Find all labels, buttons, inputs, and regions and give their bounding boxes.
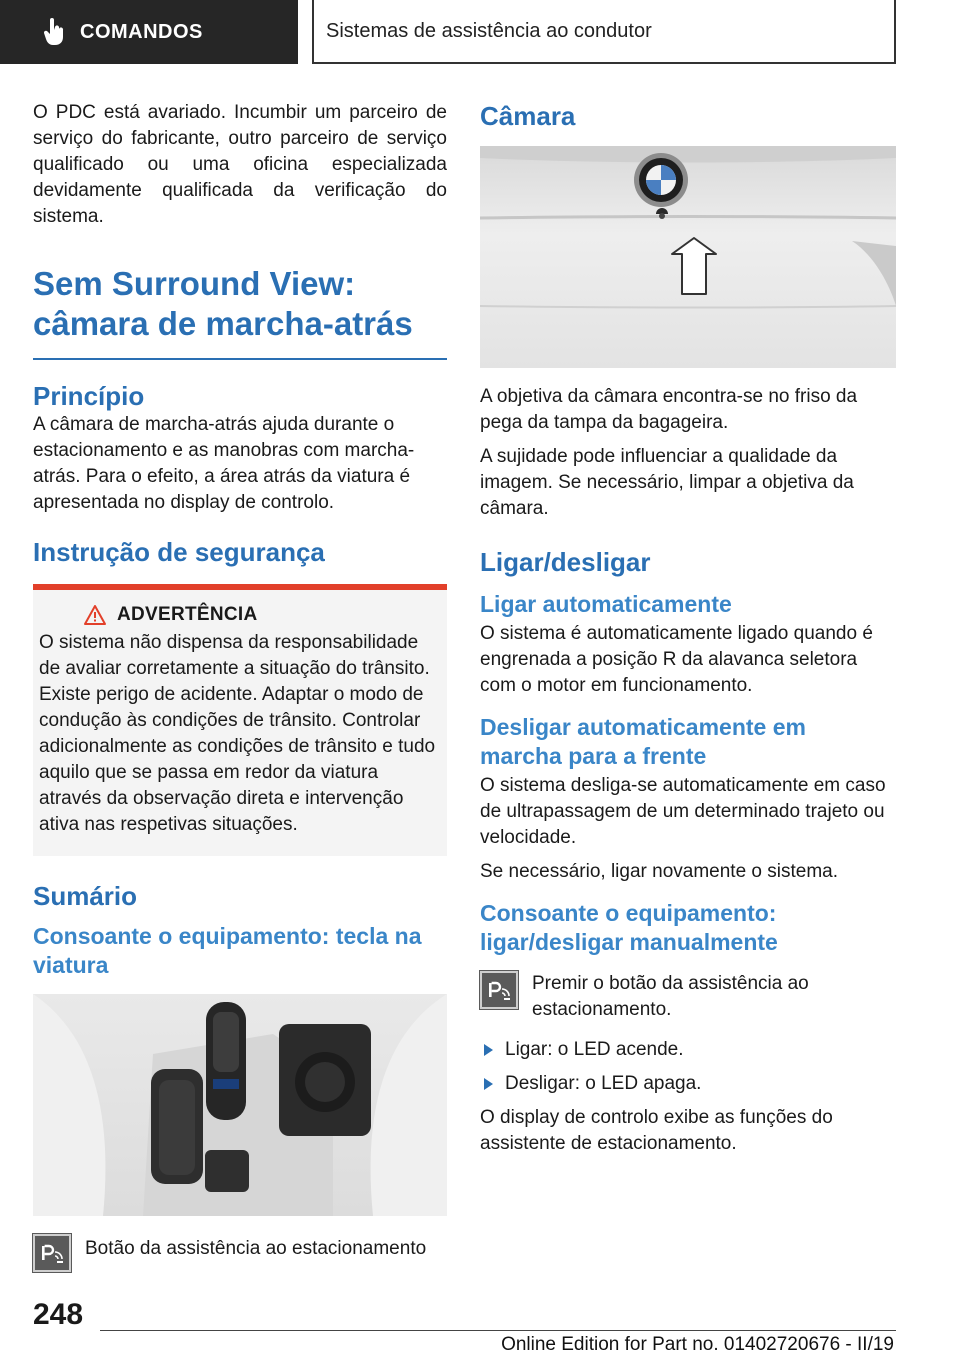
page-title xyxy=(33,264,447,360)
page-title-line2: câmara de marcha-atrás xyxy=(33,305,413,342)
camera-text-1: A objetiva da câmara encontra-se no friso da pega da tampa da bagageira. xyxy=(480,386,858,433)
principle-heading: Princípio xyxy=(33,381,145,411)
manual-heading: Consoante o equipamento: ligar/desligar manualmente xyxy=(480,900,778,955)
console-illustration xyxy=(33,994,447,1216)
onoff-heading: Ligar/desligar xyxy=(480,547,651,577)
manual-instruction-row xyxy=(480,971,896,1023)
bullet-triangle-icon xyxy=(484,1044,493,1056)
warning-title: ADVERTÊNCIA xyxy=(117,604,258,625)
auto-off-text: O sistema desliga-se automaticamente em caso de ultrapassagem de um determinado trajeto ou velocidade. xyxy=(480,775,886,848)
right-column xyxy=(480,100,896,1157)
auto-off-heading: Desligar automaticamente em marcha para a frente xyxy=(480,714,806,769)
footer-divider xyxy=(100,1330,896,1331)
list-item xyxy=(480,1037,896,1063)
park-assist-icon xyxy=(480,971,518,1009)
camera-photo xyxy=(480,146,896,368)
warning-box xyxy=(33,584,447,856)
page-title-line1: Sem Surround View: xyxy=(33,265,356,302)
list-item xyxy=(480,1071,896,1097)
principle-paragraph: A câmara de marcha-atrás ajuda durante o estacionamento e as manobras com marcha-atrás. Para o efeito, a área atrás da viatura é apresentada no display de controlo. xyxy=(33,414,415,513)
button-caption-row xyxy=(33,1234,447,1272)
auto-off-text-2: Se necessário, ligar novamente o sistema. xyxy=(480,861,839,882)
warning-header xyxy=(39,604,439,626)
manual-instruction: Premir o botão da assistência ao estacionamento. xyxy=(532,973,809,1020)
park-assist-icon xyxy=(33,1234,71,1272)
left-column xyxy=(33,100,447,1272)
list-item-text: Ligar: o LED acende. xyxy=(505,1039,684,1060)
intro-paragraph: O PDC está avariado. Incumbir um parceiro de serviço do fabricante, outro parceiro de serviço qualificado ou uma oficina especializada devidamente qualificada da verificação do sistema. xyxy=(33,102,447,227)
console-photo xyxy=(33,994,447,1216)
chapter-label: COMANDOS xyxy=(80,20,203,43)
equip-key-heading: Consoante o equipamento: tecla na viatura xyxy=(33,923,422,978)
hand-pointer-icon xyxy=(44,18,64,46)
chapter-tab[interactable] xyxy=(0,0,298,64)
auto-on-heading: Ligar automaticamente xyxy=(480,591,732,617)
camera-text-2: A sujidade pode influenciar a qualidade da imagem. Se necessário, limpar a objetiva da câmara. xyxy=(480,446,854,519)
summary-heading: Sumário xyxy=(33,881,138,911)
section-title: Sistemas de assistência ao condutor xyxy=(312,0,896,64)
camera-heading: Câmara xyxy=(480,101,576,131)
bullet-list xyxy=(480,1037,896,1097)
final-paragraph: O display de controlo exibe as funções do assistente de estacionamento. xyxy=(480,1107,833,1154)
bullet-triangle-icon xyxy=(484,1078,493,1090)
button-caption: Botão da assistência ao estacionamento xyxy=(85,1238,427,1259)
tailgate-illustration xyxy=(480,146,896,368)
warning-triangle-icon xyxy=(83,604,107,626)
footer-edition: Online Edition for Part no. 01402720676 - II/19 xyxy=(501,1334,894,1355)
page-number: 248 xyxy=(33,1298,84,1331)
list-item-text: Desligar: o LED apaga. xyxy=(505,1073,702,1094)
safety-heading: Instrução de segurança xyxy=(33,537,325,567)
warning-text: O sistema não dispensa da responsabilidade de avaliar corretamente a situação do trânsito. Existe perigo de acidente. Adaptar o modo de condução às condições de trânsito. Controlar adicionalmente as condições de trânsito e tudo aquilo que se passa em redor da viatura através da observação direta e intervenção ativa nas respetivas situações. xyxy=(39,632,436,835)
auto-on-text: O sistema é automaticamente ligado quando é engrenada a posição R da alavanca seletora com o motor em funcionamento. xyxy=(480,623,873,696)
